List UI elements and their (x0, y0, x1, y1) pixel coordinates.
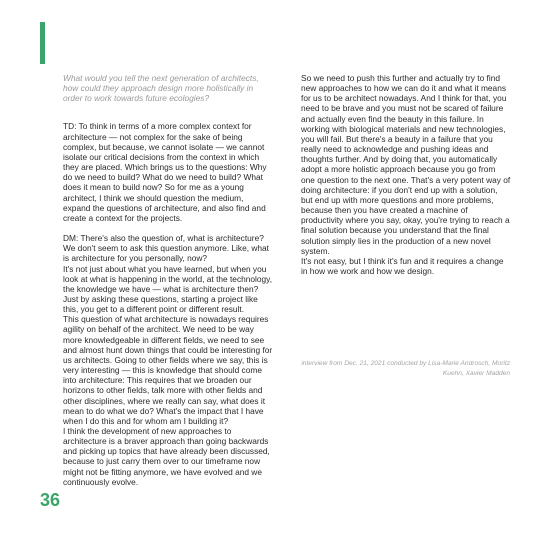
right-column (301, 73, 511, 276)
interview-credit: interview from Dec. 21, 2021 conducted by Lisa-Marie Androsch, Moritz Kuehn, Xavier Madden (301, 360, 510, 378)
answer-paragraph: This question of what architecture is nowadays requires agility on behalf of the architect. We need to be way more knowledgeable in different fields, we need to see and almost hunt down things that could be interesting for us architects. Going to other fields where we say, this is very interesting — this is knowledge that should come into architecture: This requires that we broaden our horizons to other fields, talk more with other fields and other disciplines, where we really can say, what does it mean to do what we do? What's the impact that I have when I do this and for whom am I building it? (63, 314, 273, 426)
answer-paragraph: It's not easy, but I think it's fun and it requires a change in how we work and how we design. (301, 255, 504, 276)
page-number: 36 (40, 490, 61, 510)
interview-question: What would you tell the next generation of architects, how could they approach design more holistically in order to work towards future ecologies? (63, 73, 259, 104)
answer-dm: DM: There's also the question of, what is architecture? We don't seem to ask this question anymore. Like, what is architecture for you personally, now? (63, 233, 269, 264)
accent-bar (40, 22, 45, 64)
answer-paragraph: I think the development of new approaches to architecture is a braver approach than going backwards and picking up topics that have already been discussed, because to just carry them over to our timeframe now might not be fitting anymore, we have evolved and we continuously evolve. (63, 426, 270, 487)
left-column (63, 73, 273, 487)
answer-td: TD: To think in terms of a more complex context for architecture — not complex for the sake of being complex, but because, we cannot isolate — we cannot isolate our critical decisions from the context in which they are placed. Which brings us to the questions: Why do we need to build? What do we need to build? What does it mean to build now? So for me as a young architect, I think we should question the medium, expand the questions of architecture, and also find and create a context for the projects. (63, 121, 267, 223)
answer-paragraph: So we need to push this further and actually try to find new approaches to how we can do it and what it means for us to be architect nowadays. And I think for that, you need to be brave and you must not be scared of failure and actually even find the beauty in this failure. In working with biological materials and new technologies, you will fail. But there's a beauty in a failure that you really need to acknowledge and pushing ideas and thoughts further. And by doing that, you automatically adopt a more holistic approach because you go from one question to the next one. That's a very potent way of doing architecture: if you don't end up with a solution, but end up with more questions and more problems, because then you have created a machine of productivity where you say, okay, you're trying to reach a final solution because you understand that the final solution simply lies in the production of a new novel system. (301, 73, 511, 256)
answer-paragraph: It's not just about what you have learned, but when you look at what is happening in the world, at the technology, the knowledge we have — what is architecture then? Just by asking these questions, starting a project like this, you get to a different point or different result. (63, 263, 273, 315)
